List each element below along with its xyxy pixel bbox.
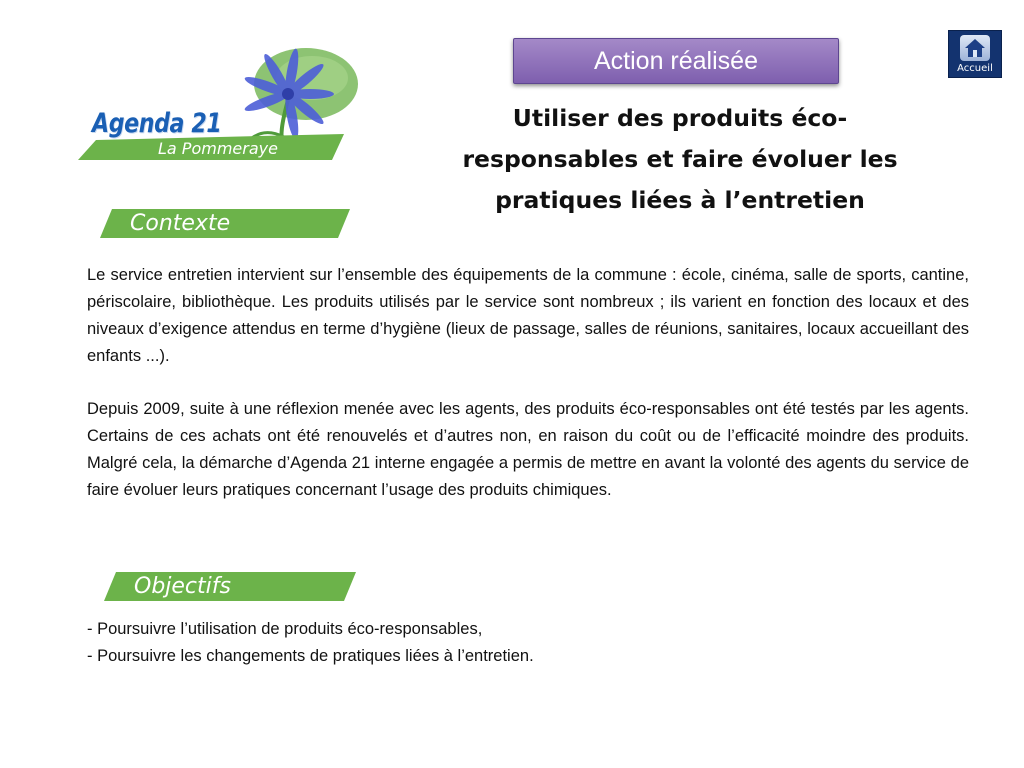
home-label: Accueil (957, 63, 993, 74)
context-paragraph: Le service entretien intervient sur l’ensemble des équipements de la commune : école, cinéma, salle de sports, cantine, périscolaire, bibliothèque. Les produits utilisés par le service sont nombreux ; ils varient en fonction des locaux et des niveaux d’exigence attendus en terme d’hygiène (lieux de passage, salles de réunions, sanitaires, locaux accueillant des enfants ...). (87, 266, 969, 365)
context-heading-banner (100, 209, 350, 238)
title-line: responsables et faire évoluer les (462, 145, 898, 173)
list-item: - Poursuivre l’utilisation de produits éco-responsables, (87, 620, 483, 638)
page-title (430, 98, 930, 221)
context-heading: Contexte (130, 211, 231, 236)
context-body (87, 262, 969, 530)
home-icon (960, 35, 990, 61)
objectives-list (87, 616, 969, 670)
logo-subtitle: La Pommeraye (158, 139, 278, 158)
list-item: - Poursuivre les changements de pratiques liées à l’entretien. (87, 647, 534, 665)
title-line: Utiliser des produits éco- (512, 104, 848, 132)
title-line: pratiques liées à l’entretien (495, 186, 865, 214)
objectives-heading-banner (104, 572, 356, 601)
context-paragraph: Depuis 2009, suite à une réflexion menée avec les agents, des produits éco-responsables ont été testés par les agents. Certains de ces achats ont été renouvelés et d’autres non, en raison du coût ou de l’efficacité moindre des produits. Malgré cela, la démarche d’Agenda 21 interne engagée a permis de mettre en avant la volonté des agents du service de faire évoluer leurs pratiques concernant l’usage des produits chimiques. (87, 400, 969, 499)
home-button[interactable] (948, 30, 1002, 78)
action-status-button[interactable]: Action réalisée (513, 38, 839, 84)
logo-title: Agenda 21 (92, 108, 222, 139)
agenda21-logo (74, 42, 374, 172)
objectives-heading: Objectifs (134, 574, 231, 599)
